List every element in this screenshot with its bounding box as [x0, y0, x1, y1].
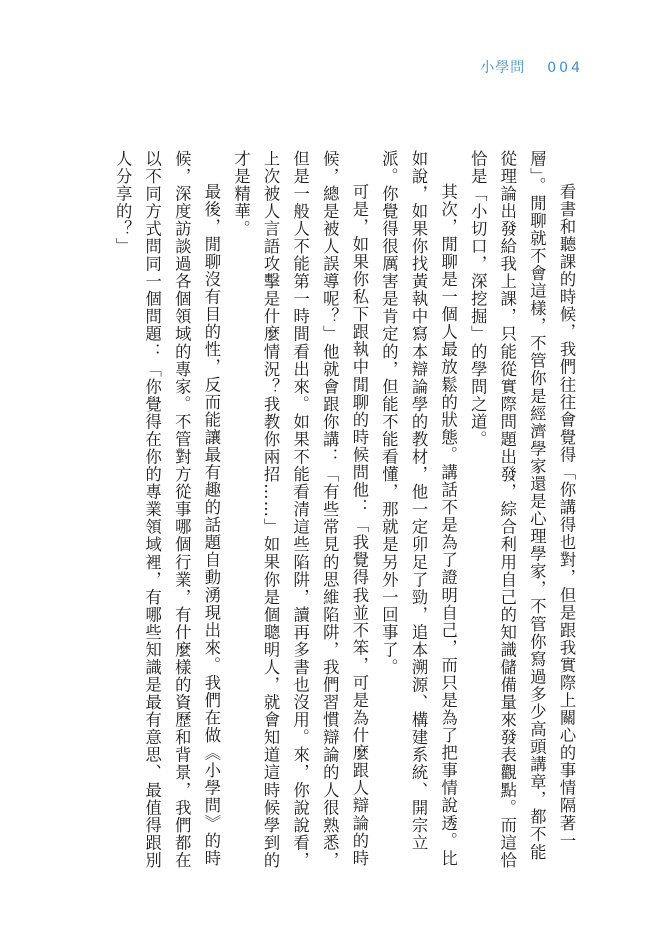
paragraph: 看書和聽課的時候，我們往往會覺得「你講得也對，但是跟我實際上關心的事情隔著一層」。閒聊就不會這樣，不管你是經濟學家還是心理學家，不管你寫過多少高頭講章，都不能從理論出發給我上課，只能從實際問題出發，綜合利用自己的知識儲備量來發表觀點。而這恰恰是「小切口，深挖掘」的學問之道。	[468, 150, 576, 870]
paragraph: 其次，閒聊是一個人最放鬆的狀態。講話不是為了證明自己，而只是為了把事情說透。比如說，如果你找黃執中寫本辯論學的教材，他一定卯足了勁，追本溯源、構建系統、開宗立派。你覺得很厲害是肯定的，但能不能看懂，那就是另外一回事了。	[379, 150, 458, 867]
paragraph: 最後，閒聊沒有目的性，反而能讓最有趣的話題自動湧現出來。我們在做《小學問》的時候，深度訪談過各個領域的專家。不管對方從事哪個行業，有什麼樣的資歷和背景，我們都在以不同方式問同一個問題：「你覺得在你的專業領域裡，有哪些知識是最有意思、最值得跟別人分享的？」	[113, 150, 221, 870]
running-head	[480, 57, 583, 77]
paragraph: 可是，如果你私下跟執中閒聊的時候問他：「我覺得我並不笨，可是為什麼跟人辯論的時候，總是被人誤導呢？」他就會跟你講：「有些常見的思維陷阱，我們習慣辯論的人很熟悉，但是一般人不能第一時間看出來。如果不能看清這些陷阱，讀再多書也沒用。來，你說說看，上次被人言語攻擊是什麼情況？我教你兩招……」如果你是個聰明人，就會知道這時候學到的才是精華。	[231, 150, 369, 870]
page-number: 004	[547, 60, 583, 76]
body-text	[100, 150, 581, 876]
book-title: 小學問	[480, 60, 526, 76]
